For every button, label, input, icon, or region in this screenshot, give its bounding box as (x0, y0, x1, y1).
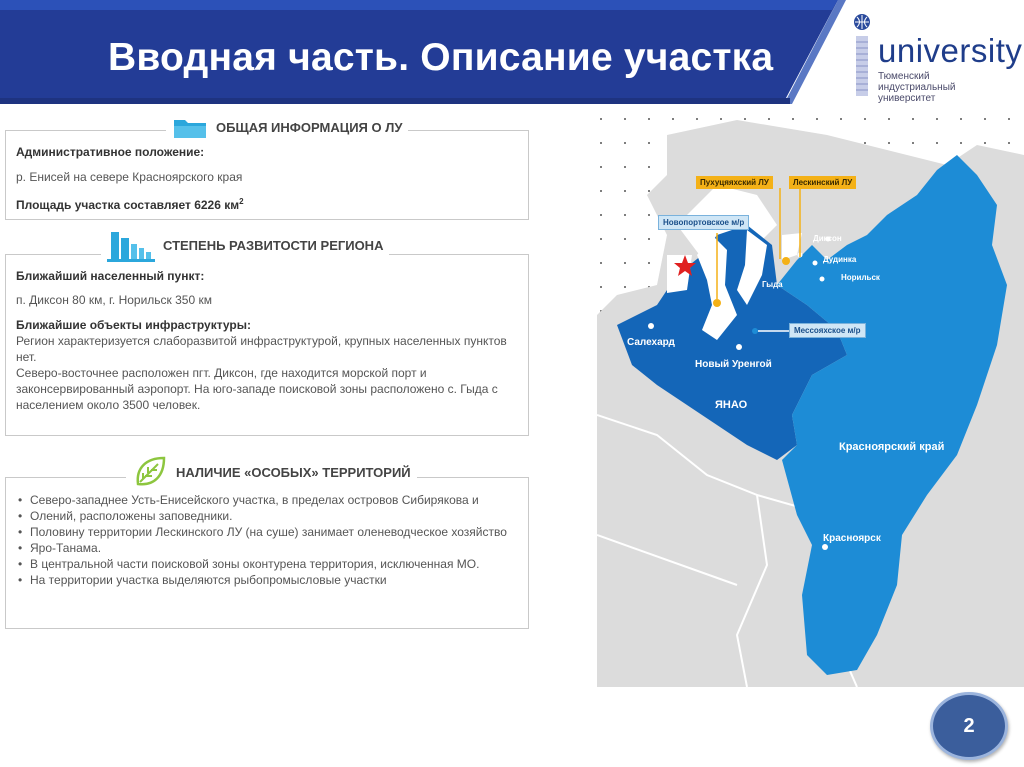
krasnoyarsk-label: Красноярск (823, 533, 881, 544)
region-map (597, 115, 1024, 687)
folder-icon (172, 114, 208, 140)
admin-position-value: р. Енисей на севере Красноярского края (16, 170, 243, 184)
novy-urengoy-label: Новый Уренгой (695, 359, 772, 370)
special-territories-title: НАЛИЧИЕ «ОСОБЫХ» ТЕРРИТОРИЙ (176, 464, 411, 480)
university-logo (848, 12, 1023, 104)
novoportovskoe-callout: Новопортовское м/р (658, 215, 749, 230)
leaf-icon (132, 454, 168, 490)
logo-wordmark: university (878, 32, 1023, 69)
dikson-label: Диксон (813, 234, 842, 243)
settlement-value: п. Диксон 80 км, г. Норильск 350 км (16, 293, 212, 307)
general-info-panel (5, 119, 529, 220)
list-item: • Северо-западнее Усть-Енисейского участка, в пределах островов Сибирякова и (16, 492, 521, 508)
general-info-title: ОБЩАЯ ИНФОРМАЦИЯ О ЛУ (216, 119, 403, 135)
list-item: • На территории участка выделяются рыбопромысловые участки (16, 572, 521, 588)
buildings-icon (107, 228, 155, 262)
yanao-label: ЯНАО (715, 399, 748, 411)
list-item: • Половину территории Лескинского ЛУ (на суше) занимает оленеводческое хозяйство (16, 524, 521, 540)
infrastructure-line: законсервированный аэропорт. На юго-западе поисковой зоны расположено с. Гыда с (16, 382, 498, 396)
logo-subtitle: Тюменский индустриальный университет (878, 71, 956, 104)
pukhutsyayakhsky-callout: Пухуцяяхский ЛУ (696, 176, 773, 189)
special-territories-list (16, 492, 521, 588)
globe-icon (848, 12, 876, 98)
infrastructure-line: Северо-восточнее расположен пгт. Диксон, где находится морской порт и (16, 366, 427, 380)
infrastructure-line: Регион характеризуется слаборазвитой инфраструктурой, крупных населенных пунктов (16, 334, 507, 348)
slide-header (0, 0, 1024, 104)
slide-title: Вводная часть. Описание участка (108, 36, 774, 79)
page-number-badge: 2 (930, 692, 1008, 760)
infrastructure-label: Ближайшие объекты инфраструктуры: (16, 318, 251, 332)
general-info-header (166, 113, 408, 141)
krasnoyarsky-krai-label: Красноярский край (839, 441, 945, 453)
settlement-label: Ближайший населенный пункт: (16, 269, 205, 283)
development-title: СТЕПЕНЬ РАЗВИТОСТИ РЕГИОНА (163, 237, 384, 253)
gyda-label: Гыда (762, 280, 783, 289)
area-unit-exponent: 2 (239, 197, 244, 206)
area-value: Площадь участка составляет 6226 км (16, 198, 240, 212)
norilsk-label: Норильск (841, 273, 880, 282)
messoyakhskoe-callout: Мессояхское м/р (789, 323, 866, 338)
infrastructure-line: населением около 3500 человек. (16, 398, 201, 412)
admin-position-label: Административное положение: (16, 145, 205, 159)
salekhard-label: Салехард (627, 337, 675, 348)
list-item-continuation: • Яро-Танама. (16, 540, 521, 556)
leskinsky-callout: Лескинский ЛУ (789, 176, 856, 189)
development-panel (5, 237, 529, 436)
infrastructure-line: нет. (16, 350, 37, 364)
list-item: • В центральной части поисковой зоны оконтурена территория, исключенная МО. (16, 556, 521, 572)
development-header (101, 227, 389, 263)
map-graphic (597, 115, 1024, 687)
special-territories-panel (5, 464, 529, 629)
dudinka-label: Дудинка (823, 255, 857, 264)
list-item-continuation: • Олений, расположены заповедники. (16, 508, 521, 524)
area-text (16, 194, 244, 213)
special-territories-header (126, 452, 417, 492)
